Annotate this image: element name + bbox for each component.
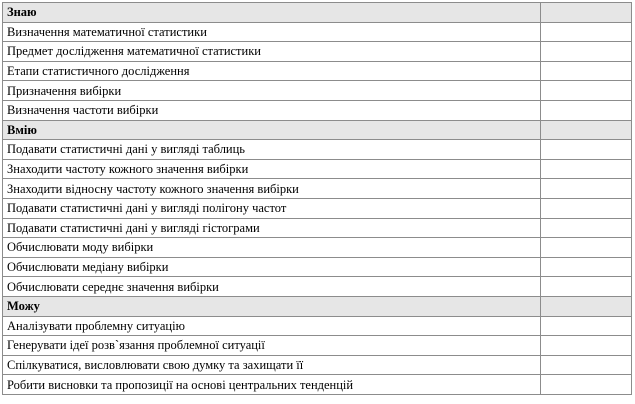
item-text: Подавати статистичні дані у вигляді полігону частот <box>3 198 541 218</box>
mark-cell[interactable] <box>541 179 632 199</box>
item-text: Подавати статистичні дані у вигляді гістограми <box>3 218 541 238</box>
table-row <box>3 257 632 277</box>
item-text: Спілкуватися, висловлювати свою думку та захищати її <box>3 355 541 375</box>
table-row <box>3 61 632 81</box>
item-text: Робити висновки та пропозиції на основі центральних тенденцій <box>3 375 541 395</box>
mark-cell[interactable] <box>541 120 632 140</box>
table-row <box>3 42 632 62</box>
mark-cell[interactable] <box>541 81 632 101</box>
table-row <box>3 159 632 179</box>
mark-cell[interactable] <box>541 159 632 179</box>
table-row <box>3 336 632 356</box>
mark-cell[interactable] <box>541 257 632 277</box>
table-row <box>3 218 632 238</box>
item-text: Генерувати ідеї розв`язання проблемної ситуації <box>3 336 541 356</box>
mark-cell[interactable] <box>541 61 632 81</box>
item-text: Визначення частоти вибірки <box>3 100 541 120</box>
item-text: Обчислювати середнє значення вибірки <box>3 277 541 297</box>
table-row <box>3 238 632 258</box>
item-text: Призначення вибірки <box>3 81 541 101</box>
table-row <box>3 140 632 160</box>
section-header-row <box>3 3 632 23</box>
table-row <box>3 355 632 375</box>
mark-cell[interactable] <box>541 277 632 297</box>
section-heading: Вмію <box>3 120 541 140</box>
mark-cell[interactable] <box>541 42 632 62</box>
item-text: Визначення математичної статистики <box>3 22 541 42</box>
table-row <box>3 375 632 395</box>
section-header-row <box>3 120 632 140</box>
item-text: Предмет дослідження математичної статистики <box>3 42 541 62</box>
mark-cell[interactable] <box>541 336 632 356</box>
table-row <box>3 179 632 199</box>
section-header-row <box>3 296 632 316</box>
mark-cell[interactable] <box>541 100 632 120</box>
table-row <box>3 316 632 336</box>
table-row <box>3 100 632 120</box>
mark-cell[interactable] <box>541 140 632 160</box>
item-text: Етапи статистичного дослідження <box>3 61 541 81</box>
mark-cell[interactable] <box>541 316 632 336</box>
self-assessment-body <box>3 3 632 395</box>
table-row <box>3 81 632 101</box>
item-text: Знаходити відносну частоту кожного значення вибірки <box>3 179 541 199</box>
table-row <box>3 277 632 297</box>
section-heading: Можу <box>3 296 541 316</box>
mark-cell[interactable] <box>541 22 632 42</box>
item-text: Знаходити частоту кожного значення вибірки <box>3 159 541 179</box>
item-text: Обчислювати медіану вибірки <box>3 257 541 277</box>
mark-cell[interactable] <box>541 238 632 258</box>
table-row <box>3 198 632 218</box>
mark-cell[interactable] <box>541 355 632 375</box>
mark-cell[interactable] <box>541 198 632 218</box>
self-assessment-table <box>2 2 632 395</box>
section-heading: Знаю <box>3 3 541 23</box>
mark-cell[interactable] <box>541 375 632 395</box>
mark-cell[interactable] <box>541 3 632 23</box>
mark-cell[interactable] <box>541 296 632 316</box>
table-row <box>3 22 632 42</box>
mark-cell[interactable] <box>541 218 632 238</box>
item-text: Аналізувати проблемну ситуацію <box>3 316 541 336</box>
item-text: Обчислювати моду вибірки <box>3 238 541 258</box>
item-text: Подавати статистичні дані у вигляді таблиць <box>3 140 541 160</box>
